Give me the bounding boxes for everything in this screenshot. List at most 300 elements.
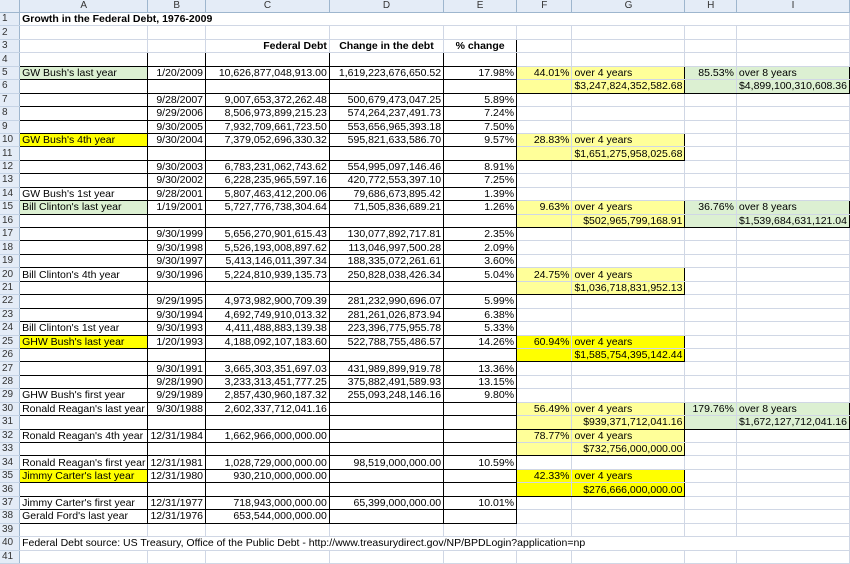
cell-label[interactable]: Ronald Reagan's first year [20, 456, 148, 469]
cell-change[interactable] [329, 402, 443, 415]
row-header[interactable]: 40 [0, 537, 20, 550]
cell-federal-debt[interactable]: 10,626,877,048,913.00 [206, 66, 330, 79]
cell-federal-debt[interactable] [206, 53, 330, 66]
cell-h[interactable] [685, 93, 736, 106]
column-header-h[interactable]: H [685, 0, 736, 13]
cell-label[interactable] [20, 483, 148, 496]
cell-date[interactable]: 1/20/2009 [148, 66, 206, 79]
cell-pct-change[interactable]: 5.33% [444, 322, 517, 335]
cell-g[interactable] [572, 187, 685, 200]
cell-i[interactable] [736, 281, 849, 294]
cell-g[interactable] [572, 120, 685, 133]
cell-date[interactable]: 9/28/2007 [148, 93, 206, 106]
row-header[interactable]: 16 [0, 214, 20, 227]
cell-8yr-label[interactable]: over 8 years [736, 201, 849, 214]
column-header-d[interactable]: D [329, 0, 443, 13]
cell-i[interactable] [736, 160, 849, 173]
cell-federal-debt[interactable]: 5,727,776,738,304.64 [206, 201, 330, 214]
cell-g[interactable] [572, 241, 685, 254]
cell-f[interactable] [517, 53, 572, 66]
cell-change[interactable]: 574,264,237,491.73 [329, 107, 443, 120]
cell-change[interactable] [329, 416, 443, 429]
cell-i[interactable] [736, 375, 849, 388]
cell-federal-debt[interactable]: 3,233,313,451,777.25 [206, 375, 330, 388]
cell-label[interactable] [20, 523, 148, 536]
cell-i[interactable] [736, 483, 849, 496]
cell-h[interactable] [685, 523, 736, 536]
row-header[interactable]: 4 [0, 53, 20, 66]
cell-f[interactable] [517, 187, 572, 200]
cell-f[interactable] [517, 389, 572, 402]
cell-federal-debt[interactable]: 9,007,653,372,262.48 [206, 93, 330, 106]
cell-i[interactable] [736, 26, 849, 39]
cell-4yr-amount[interactable]: $1,036,718,831,952.13 [572, 281, 685, 294]
cell-h[interactable] [685, 496, 736, 509]
cell-h[interactable] [685, 39, 736, 52]
cell-change[interactable] [329, 26, 443, 39]
row-header[interactable]: 14 [0, 187, 20, 200]
cell-date[interactable]: 9/29/1989 [148, 389, 206, 402]
row-header[interactable]: 8 [0, 107, 20, 120]
cell-g[interactable] [572, 93, 685, 106]
cell-f[interactable] [517, 80, 572, 93]
cell-label[interactable] [20, 375, 148, 388]
row-header[interactable]: 12 [0, 160, 20, 173]
cell-f[interactable] [517, 39, 572, 52]
cell-pct-change[interactable]: 7.25% [444, 174, 517, 187]
cell-change[interactable] [329, 147, 443, 160]
cell-i[interactable] [736, 39, 849, 52]
cell-f[interactable] [517, 26, 572, 39]
cell-g[interactable] [572, 174, 685, 187]
cell-i[interactable] [736, 187, 849, 200]
cell-pct-change[interactable] [444, 147, 517, 160]
cell-date[interactable] [148, 550, 206, 563]
cell-federal-debt[interactable]: 4,973,982,900,709.39 [206, 295, 330, 308]
cell-pct-change[interactable]: 3.60% [444, 254, 517, 267]
cell-f[interactable] [517, 281, 572, 294]
row-header[interactable]: 17 [0, 228, 20, 241]
cell-change[interactable] [329, 510, 443, 523]
cell-pct-change[interactable] [444, 53, 517, 66]
cell-label[interactable] [20, 348, 148, 361]
cell-h[interactable] [685, 174, 736, 187]
cell-4yr-label[interactable]: over 4 years [572, 133, 685, 146]
cell-i[interactable] [736, 93, 849, 106]
cell-pct-change[interactable]: 13.15% [444, 375, 517, 388]
cell-4yr-pct[interactable]: 28.83% [517, 133, 572, 146]
cell-h[interactable] [685, 268, 736, 281]
cell-label[interactable] [20, 174, 148, 187]
row-header[interactable]: 2 [0, 26, 20, 39]
cell-f[interactable] [517, 308, 572, 321]
cell-i[interactable] [736, 362, 849, 375]
cell-federal-debt[interactable] [206, 550, 330, 563]
cell-label[interactable] [20, 80, 148, 93]
row-header[interactable]: 22 [0, 295, 20, 308]
cell-change[interactable] [329, 348, 443, 361]
cell-change[interactable]: 554,995,097,146.46 [329, 160, 443, 173]
cell-4yr-label[interactable]: over 4 years [572, 335, 685, 348]
cell-date[interactable]: 9/30/1997 [148, 254, 206, 267]
cell-h[interactable] [685, 228, 736, 241]
row-header[interactable]: 30 [0, 402, 20, 415]
cell-i[interactable] [736, 550, 849, 563]
cell-g[interactable] [572, 550, 685, 563]
cell-label[interactable]: GW Bush's 1st year [20, 187, 148, 200]
row-header[interactable]: 13 [0, 174, 20, 187]
cell-f[interactable] [517, 375, 572, 388]
cell-change[interactable] [329, 429, 443, 442]
cell-pct-change[interactable]: 1.26% [444, 201, 517, 214]
cell-i[interactable] [736, 268, 849, 281]
cell-f[interactable] [517, 228, 572, 241]
cell-h[interactable] [685, 53, 736, 66]
cell-date[interactable] [148, 483, 206, 496]
cell-4yr-label[interactable]: over 4 years [572, 402, 685, 415]
cell-g[interactable] [572, 523, 685, 536]
cell-i[interactable] [736, 335, 849, 348]
cell-g[interactable] [572, 160, 685, 173]
cell-f[interactable] [517, 254, 572, 267]
cell-label[interactable] [20, 160, 148, 173]
cell-federal-debt[interactable]: 653,544,000,000.00 [206, 510, 330, 523]
cell-change[interactable]: 431,989,899,919.78 [329, 362, 443, 375]
cell-4yr-pct[interactable]: 78.77% [517, 429, 572, 442]
cell-date[interactable]: 9/28/2001 [148, 187, 206, 200]
cell-i[interactable] [736, 456, 849, 469]
cell-4yr-amount[interactable]: $502,965,799,168.91 [572, 214, 685, 227]
cell-change[interactable]: 281,261,026,873.94 [329, 308, 443, 321]
cell-label[interactable] [20, 308, 148, 321]
cell-change[interactable]: 553,656,965,393.18 [329, 120, 443, 133]
row-header[interactable]: 1 [0, 13, 20, 26]
cell-g[interactable] [572, 254, 685, 267]
cell-date[interactable]: 12/31/1984 [148, 429, 206, 442]
cell-label[interactable] [20, 241, 148, 254]
cell-h[interactable] [685, 241, 736, 254]
cell-date[interactable] [148, 443, 206, 456]
cell-federal-debt[interactable]: 5,807,463,412,200.06 [206, 187, 330, 200]
row-header[interactable]: 31 [0, 416, 20, 429]
cell-change[interactable]: 65,399,000,000.00 [329, 496, 443, 509]
cell-h[interactable] [685, 254, 736, 267]
cell-change[interactable] [329, 550, 443, 563]
cell-label[interactable] [20, 214, 148, 227]
row-header[interactable]: 38 [0, 510, 20, 523]
row-header[interactable]: 24 [0, 322, 20, 335]
cell-pct-change[interactable]: 5.99% [444, 295, 517, 308]
cell-f[interactable] [517, 496, 572, 509]
row-header[interactable]: 15 [0, 201, 20, 214]
cell-h[interactable] [685, 510, 736, 523]
cell-h[interactable] [685, 133, 736, 146]
cell-4yr-amount[interactable]: $276,666,000,000.00 [572, 483, 685, 496]
cell-pct-change[interactable] [444, 80, 517, 93]
cell-label[interactable] [20, 120, 148, 133]
cell-date[interactable]: 9/29/1995 [148, 295, 206, 308]
row-header[interactable]: 11 [0, 147, 20, 160]
column-header-i[interactable]: I [736, 0, 849, 13]
cell-change[interactable] [329, 443, 443, 456]
cell-f[interactable] [517, 160, 572, 173]
cell-federal-debt[interactable] [206, 523, 330, 536]
cell-f[interactable] [517, 483, 572, 496]
row-header[interactable]: 3 [0, 39, 20, 52]
cell-i[interactable] [736, 241, 849, 254]
cell-label[interactable] [20, 228, 148, 241]
cell-federal-debt[interactable]: 3,665,303,351,697.03 [206, 362, 330, 375]
cell-h[interactable] [685, 362, 736, 375]
cell-federal-debt[interactable] [206, 443, 330, 456]
cell-h[interactable] [685, 160, 736, 173]
cell-f[interactable] [517, 214, 572, 227]
cell-pct-change[interactable]: 13.36% [444, 362, 517, 375]
cell-label[interactable]: Jimmy Carter's first year [20, 496, 148, 509]
cell-federal-debt[interactable] [206, 483, 330, 496]
cell-change[interactable] [329, 80, 443, 93]
cell-federal-debt[interactable] [206, 416, 330, 429]
cell-h[interactable] [685, 429, 736, 442]
cell-4yr-amount[interactable]: $939,371,712,041.16 [572, 416, 685, 429]
cell-4yr-label[interactable]: over 4 years [572, 66, 685, 79]
cell-h[interactable] [685, 147, 736, 160]
cell-h[interactable] [685, 281, 736, 294]
cell-i[interactable] [736, 389, 849, 402]
cell-4yr-amount[interactable]: $1,651,275,958,025.68 [572, 147, 685, 160]
cell-h[interactable] [685, 483, 736, 496]
cell-i[interactable] [736, 523, 849, 536]
cell-h[interactable] [685, 322, 736, 335]
cell-date[interactable]: 1/19/2001 [148, 201, 206, 214]
cell-change[interactable]: 250,828,038,426.34 [329, 268, 443, 281]
cell-g[interactable] [572, 456, 685, 469]
cell-h[interactable] [685, 26, 736, 39]
row-header[interactable]: 5 [0, 66, 20, 79]
cell-pct-change[interactable]: 9.57% [444, 133, 517, 146]
cell-g[interactable] [572, 389, 685, 402]
cell-label[interactable]: GHW Bush's first year [20, 389, 148, 402]
cell-date[interactable]: 12/31/1977 [148, 496, 206, 509]
cell-f[interactable] [517, 550, 572, 563]
row-header[interactable]: 19 [0, 254, 20, 267]
cell-i[interactable] [736, 429, 849, 442]
row-header[interactable]: 25 [0, 335, 20, 348]
cell-8yr-pct[interactable]: 85.53% [685, 66, 736, 79]
cell-4yr-pct[interactable]: 24.75% [517, 268, 572, 281]
row-header[interactable]: 28 [0, 375, 20, 388]
header-change[interactable]: Change in the debt [329, 39, 443, 52]
cell-label[interactable]: Bill Clinton's 4th year [20, 268, 148, 281]
cell-change[interactable]: 281,232,990,696.07 [329, 295, 443, 308]
cell-g[interactable] [572, 295, 685, 308]
cell-pct-change[interactable] [444, 214, 517, 227]
cell-federal-debt[interactable]: 4,188,092,107,183.60 [206, 335, 330, 348]
cell-h[interactable] [685, 214, 736, 227]
cell-label[interactable] [20, 147, 148, 160]
cell-date[interactable]: 1/20/1993 [148, 335, 206, 348]
cell-h[interactable] [685, 348, 736, 361]
cell-8yr-label[interactable]: over 8 years [736, 402, 849, 415]
cell-change[interactable]: 522,788,755,486.57 [329, 335, 443, 348]
cell-h[interactable] [685, 469, 736, 482]
cell-change[interactable]: 595,821,633,586.70 [329, 133, 443, 146]
cell-label[interactable] [20, 254, 148, 267]
cell-federal-debt[interactable]: 7,932,709,661,723.50 [206, 120, 330, 133]
cell-pct-change[interactable]: 2.35% [444, 228, 517, 241]
cell-h[interactable] [685, 375, 736, 388]
cell-pct-change[interactable]: 7.24% [444, 107, 517, 120]
cell-pct-change[interactable]: 1.39% [444, 187, 517, 200]
cell-date[interactable]: 9/30/1994 [148, 308, 206, 321]
row-header[interactable]: 27 [0, 362, 20, 375]
cell-i[interactable] [736, 254, 849, 267]
cell-label[interactable]: Jimmy Carter's last year [20, 469, 148, 482]
cell-federal-debt[interactable]: 8,506,973,899,215.23 [206, 107, 330, 120]
cell-federal-debt[interactable]: 718,943,000,000.00 [206, 496, 330, 509]
cell-pct-change[interactable] [444, 550, 517, 563]
cell-i[interactable] [736, 174, 849, 187]
cell-g[interactable] [572, 322, 685, 335]
cell-federal-debt[interactable] [206, 281, 330, 294]
cell-g[interactable] [572, 26, 685, 39]
cell-pct-change[interactable]: 5.89% [444, 93, 517, 106]
cell-federal-debt[interactable] [206, 80, 330, 93]
row-header[interactable]: 37 [0, 496, 20, 509]
cell-date[interactable]: 9/29/2006 [148, 107, 206, 120]
row-header[interactable]: 35 [0, 469, 20, 482]
cell-date[interactable]: 9/30/2003 [148, 160, 206, 173]
cell-i[interactable] [736, 120, 849, 133]
cell-pct-change[interactable]: 7.50% [444, 120, 517, 133]
cell-date[interactable]: 9/30/2004 [148, 133, 206, 146]
cell-4yr-pct[interactable]: 44.01% [517, 66, 572, 79]
cell-h[interactable] [685, 443, 736, 456]
row-header[interactable]: 21 [0, 281, 20, 294]
cell-i[interactable] [736, 496, 849, 509]
cell-date[interactable]: 12/31/1980 [148, 469, 206, 482]
cell-pct-change[interactable] [444, 429, 517, 442]
row-header[interactable]: 39 [0, 523, 20, 536]
cell-change[interactable]: 375,882,491,589.93 [329, 375, 443, 388]
cell-i[interactable] [736, 147, 849, 160]
cell-change[interactable] [329, 281, 443, 294]
row-header[interactable]: 26 [0, 348, 20, 361]
cell-4yr-pct[interactable]: 56.49% [517, 402, 572, 415]
cell-date[interactable] [148, 53, 206, 66]
cell-date[interactable] [148, 416, 206, 429]
cell-i[interactable] [736, 53, 849, 66]
cell-federal-debt[interactable]: 2,602,337,712,041.16 [206, 402, 330, 415]
row-header[interactable]: 6 [0, 80, 20, 93]
cell-change[interactable]: 500,679,473,047.25 [329, 93, 443, 106]
row-header[interactable]: 23 [0, 308, 20, 321]
cell-g[interactable] [572, 510, 685, 523]
footer-source[interactable]: Federal Debt source: US Treasury, Office of the Public Debt - http://www.treasurydirect.gov/NP/BPDLogin?application=np [20, 537, 850, 550]
cell-pct-change[interactable]: 10.01% [444, 496, 517, 509]
cell-date[interactable] [148, 214, 206, 227]
cell-label[interactable]: Ronald Reagan's last year [20, 402, 148, 415]
column-header-b[interactable]: B [148, 0, 206, 13]
cell-pct-change[interactable] [444, 469, 517, 482]
cell-date[interactable]: 9/30/2005 [148, 120, 206, 133]
cell-f[interactable] [517, 348, 572, 361]
cell-4yr-pct[interactable]: 60.94% [517, 335, 572, 348]
cell-federal-debt[interactable] [206, 348, 330, 361]
cell-i[interactable] [736, 322, 849, 335]
row-header[interactable]: 41 [0, 550, 20, 563]
cell-change[interactable]: 130,077,892,717.81 [329, 228, 443, 241]
cell-a[interactable] [20, 39, 148, 52]
cell-4yr-label[interactable]: over 4 years [572, 201, 685, 214]
cell-date[interactable]: 12/31/1976 [148, 510, 206, 523]
column-header-e[interactable]: E [444, 0, 517, 13]
cell-h[interactable] [685, 416, 736, 429]
cell-4yr-pct[interactable]: 9.63% [517, 201, 572, 214]
cell-h[interactable] [685, 107, 736, 120]
column-header-a[interactable]: A [20, 0, 148, 13]
cell-pct-change[interactable]: 10.59% [444, 456, 517, 469]
cell-h[interactable] [685, 335, 736, 348]
cell-4yr-amount[interactable]: $1,585,754,395,142.44 [572, 348, 685, 361]
cell-f[interactable] [517, 93, 572, 106]
cell-label[interactable] [20, 53, 148, 66]
cell-8yr-amount[interactable]: $1,539,684,631,121.04 [736, 214, 849, 227]
row-header[interactable]: 9 [0, 120, 20, 133]
cell-label[interactable] [20, 26, 148, 39]
cell-g[interactable] [572, 228, 685, 241]
cell-g[interactable] [572, 107, 685, 120]
row-header[interactable]: 33 [0, 443, 20, 456]
cell-federal-debt[interactable]: 5,656,270,901,615.43 [206, 228, 330, 241]
cell-h[interactable] [685, 295, 736, 308]
cell-federal-debt[interactable] [206, 147, 330, 160]
cell-change[interactable]: 223,396,775,955.78 [329, 322, 443, 335]
cell-b[interactable] [148, 39, 206, 52]
cell-federal-debt[interactable]: 5,224,810,939,135.73 [206, 268, 330, 281]
cell-federal-debt[interactable]: 930,210,000,000.00 [206, 469, 330, 482]
cell-label[interactable] [20, 416, 148, 429]
row-header[interactable]: 7 [0, 93, 20, 106]
row-header[interactable]: 32 [0, 429, 20, 442]
cell-pct-change[interactable]: 5.04% [444, 268, 517, 281]
cell-i[interactable] [736, 295, 849, 308]
cell-h[interactable] [685, 187, 736, 200]
cell-label[interactable] [20, 281, 148, 294]
cell-date[interactable] [148, 523, 206, 536]
column-header-c[interactable]: C [206, 0, 330, 13]
cell-pct-change[interactable] [444, 510, 517, 523]
select-all-corner[interactable] [0, 0, 20, 13]
cell-change[interactable]: 420,772,553,397.10 [329, 174, 443, 187]
cell-change[interactable] [329, 523, 443, 536]
cell-label[interactable]: GW Bush's last year [20, 66, 148, 79]
cell-pct-change[interactable]: 2.09% [444, 241, 517, 254]
cell-change[interactable]: 255,093,248,146.16 [329, 389, 443, 402]
row-header[interactable]: 20 [0, 268, 20, 281]
cell-change[interactable]: 113,046,997,500.28 [329, 241, 443, 254]
cell-federal-debt[interactable]: 5,413,146,011,397.34 [206, 254, 330, 267]
cell-i[interactable] [736, 133, 849, 146]
cell-label[interactable]: GHW Bush's last year [20, 335, 148, 348]
cell-date[interactable]: 12/31/1981 [148, 456, 206, 469]
cell-f[interactable] [517, 443, 572, 456]
cell-date[interactable]: 9/30/1996 [148, 268, 206, 281]
header-pct-change[interactable]: % change [444, 39, 517, 52]
cell-label[interactable]: Bill Clinton's 1st year [20, 322, 148, 335]
cell-i[interactable] [736, 443, 849, 456]
cell-federal-debt[interactable]: 2,857,430,960,187.32 [206, 389, 330, 402]
